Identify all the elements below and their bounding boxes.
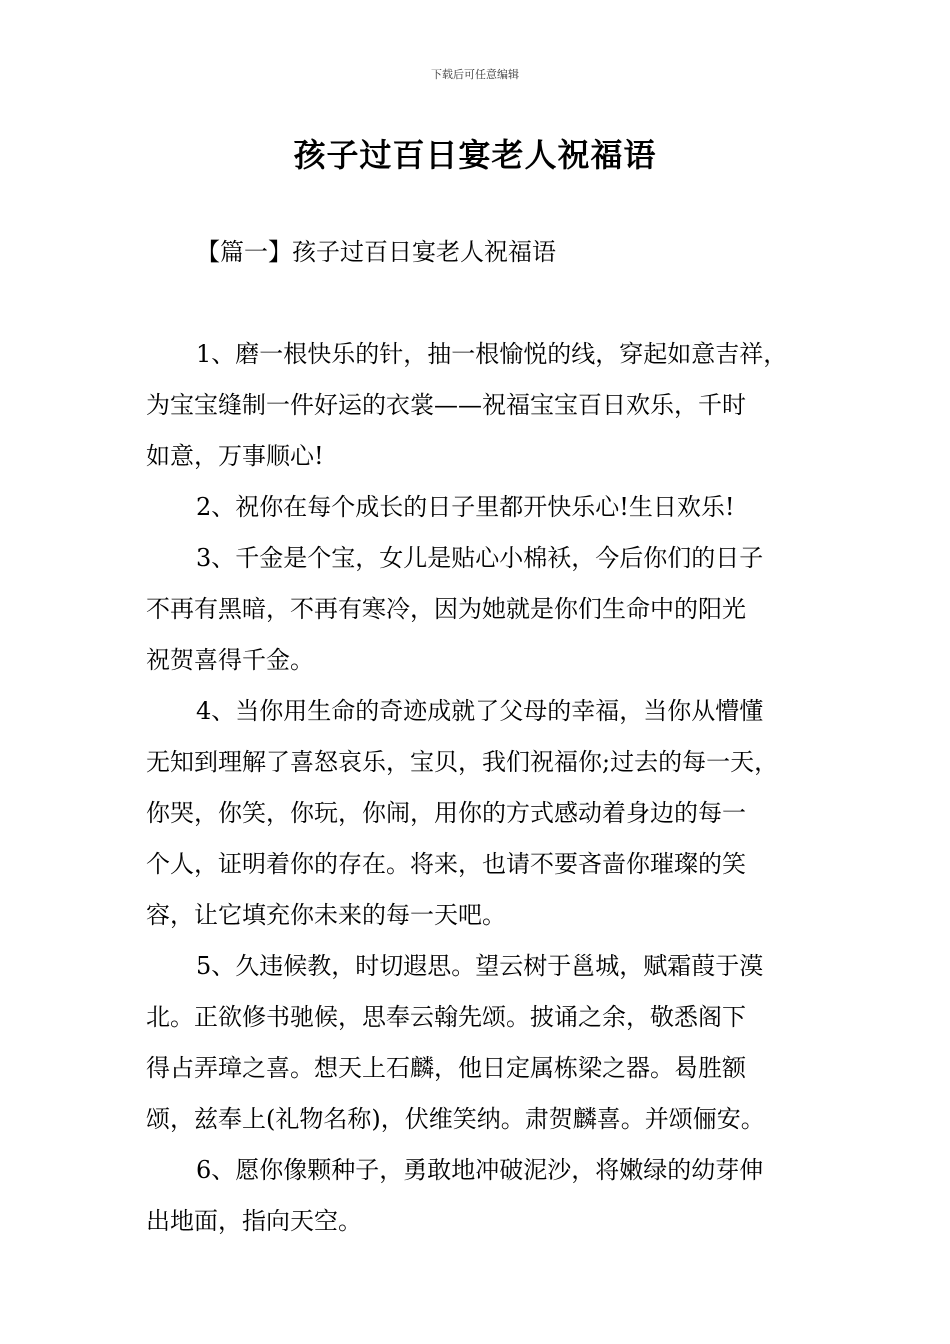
paragraph-line: 北。正欲修书驰候，思奉云翰先颂。披诵之余，敬悉阁下	[146, 1003, 746, 1031]
paragraph-line: 3、千金是个宝，女儿是贴心小棉袄，今后你们的日子	[196, 544, 764, 572]
paragraph-line: 容，让它填充你未来的每一天吧。	[146, 901, 506, 929]
paragraph-line: 不再有黑暗，不再有寒冷，因为她就是你们生命中的阳光	[146, 595, 746, 623]
paragraph-line: 2、祝你在每个成长的日子里都开快乐心!生日欢乐!	[196, 493, 735, 521]
paragraph-line: 出地面，指向天空。	[146, 1207, 362, 1235]
paragraph-line: 得占弄璋之喜。想天上石麟，他日定属栋梁之器。曷胜额	[146, 1054, 746, 1082]
document-body	[146, 329, 826, 1247]
section-heading: 【篇一】孩子过百日宴老人祝福语	[196, 238, 556, 266]
paragraph-line: 颂，兹奉上(礼物名称)，伏维笑纳。肃贺麟喜。并颂俪安。	[146, 1105, 765, 1133]
paragraph	[146, 329, 826, 482]
document-title: 孩子过百日宴老人祝福语	[293, 136, 657, 174]
paragraph-line: 你哭，你笑，你玩，你闹，用你的方式感动着身边的每一	[146, 799, 746, 827]
paragraph-line: 个人，证明着你的存在。将来，也请不要吝啬你璀璨的笑	[146, 850, 746, 878]
paragraph-line: 无知到理解了喜怒哀乐，宝贝，我们祝福你;过去的每一天，	[146, 748, 779, 776]
paragraph	[146, 941, 826, 1145]
header-note: 下载后可任意编辑	[431, 68, 519, 81]
paragraph	[146, 533, 826, 686]
paragraph	[146, 482, 826, 533]
paragraph-line: 祝贺喜得千金。	[146, 646, 314, 674]
paragraph-line: 4、当你用生命的奇迹成就了父母的幸福，当你从懵懂	[196, 697, 764, 725]
paragraph-line: 6、愿你像颗种子，勇敢地冲破泥沙，将嫩绿的幼芽伸	[196, 1156, 764, 1184]
paragraph	[146, 1145, 826, 1247]
paragraph-line: 为宝宝缝制一件好运的衣裳——祝福宝宝百日欢乐，千时	[146, 391, 746, 419]
paragraph-line: 5、久违候教，时切遐思。望云树于邕城，赋霜葭于漠	[196, 952, 764, 980]
paragraph-line: 1、磨一根快乐的针，抽一根愉悦的线，穿起如意吉祥，	[196, 340, 788, 368]
paragraph-line: 如意，万事顺心!	[146, 442, 324, 470]
paragraph	[146, 686, 826, 941]
